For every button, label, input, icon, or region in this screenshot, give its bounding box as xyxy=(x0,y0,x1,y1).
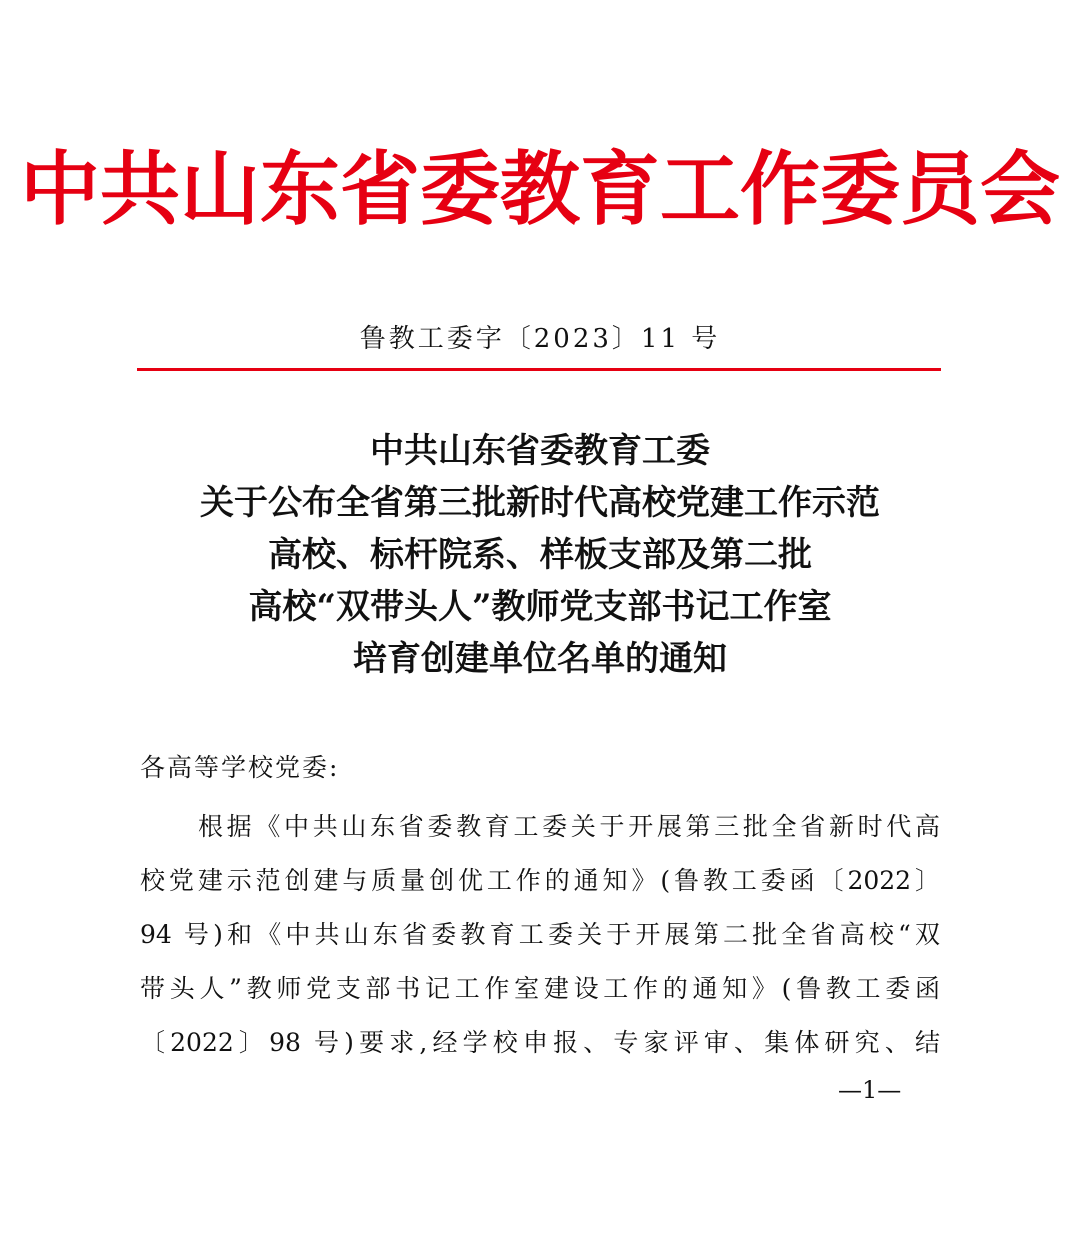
body-line: 〔2022〕98 号)要求,经学校申报、专家评审、集体研究、结 xyxy=(140,1028,940,1057)
title-line: 关于公布全省第三批新时代高校党建工作示范 xyxy=(200,483,880,523)
red-divider-line xyxy=(137,368,941,371)
title-line: 中共山东省委教育工委 xyxy=(370,431,710,471)
body-line: 根据《中共山东省委教育工委关于开展第三批全省新时代高 xyxy=(198,812,940,841)
title-line: 培育创建单位名单的通知 xyxy=(353,639,727,679)
title-line: 高校“双带头人”教师党支部书记工作室 xyxy=(248,587,832,627)
body-paragraph xyxy=(140,800,940,1070)
title-line: 高校、标杆院系、样板支部及第二批 xyxy=(268,535,812,575)
body-line: 带头人”教师党支部书记工作室建设工作的通知》(鲁教工委函 xyxy=(140,974,940,1003)
agency-masthead: 中共山东省委教育工作委员会 xyxy=(20,143,1060,236)
page-number: —1— xyxy=(838,1076,902,1104)
body-line: 94 号)和《中共山东省委教育工委关于开展第二批全省高校“双 xyxy=(140,920,940,949)
document-number: 鲁教工委字〔2023〕11 号 xyxy=(359,324,721,354)
document-title xyxy=(0,425,1080,685)
salutation: 各高等学校党委: xyxy=(140,753,340,782)
body-line: 校党建示范创建与质量创优工作的通知》(鲁教工委函〔2022〕 xyxy=(140,866,940,895)
